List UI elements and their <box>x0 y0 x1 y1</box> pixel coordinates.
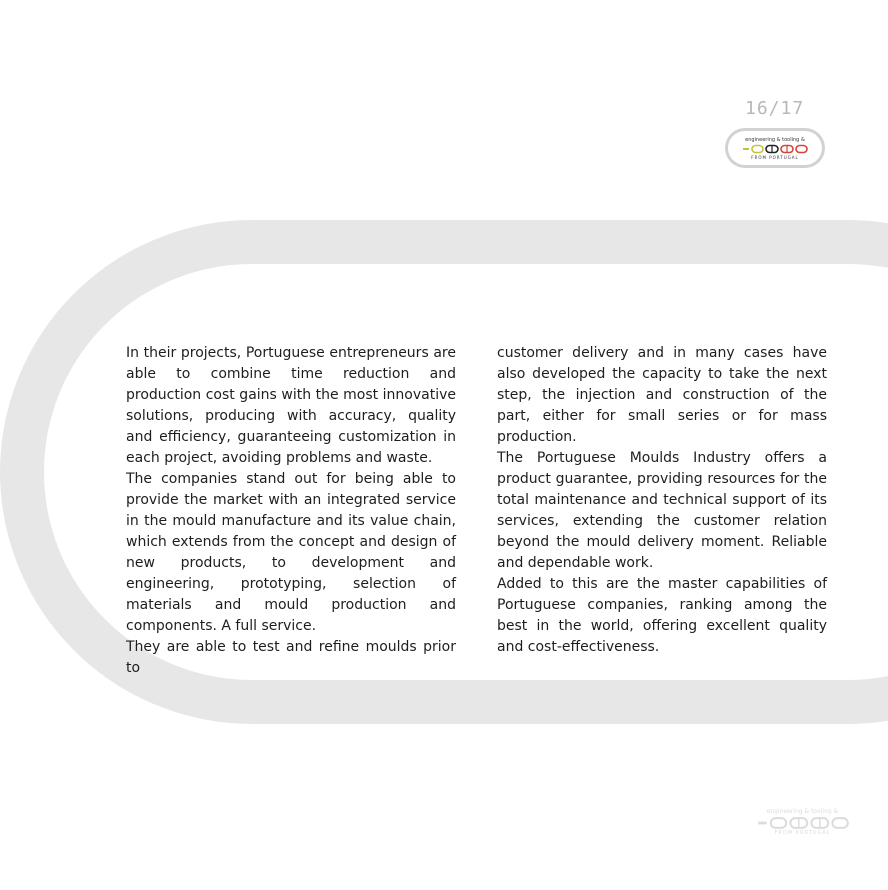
paragraph: They are able to test and refine moulds prior to <box>126 639 456 676</box>
page-number: 16/17 <box>745 98 805 119</box>
paragraph: The companies stand out for being able to provide the market with an integrated service in the mould manufacture and its value chain, which extends from the concept and design of new products, to development and engineering, prototyping, selection of materials and mould production and components. A full service. <box>126 471 456 634</box>
text-column-left <box>126 343 456 679</box>
watermark-subtitle: FROM PORTUGAL <box>774 830 831 836</box>
paragraph: In their projects, Portuguese entrepreneurs are able to combine time reduction and production cost gains with the most innovative solutions, producing with accuracy, quality and efficiency, guaranteeing customization in each project, avoiding problems and waste. <box>126 345 456 466</box>
paragraph: customer delivery and in many cases have also developed the capacity to take the next step, the injection and construction of the part, either for small series or for mass production. <box>497 345 827 445</box>
text-column-right <box>497 343 827 658</box>
paragraph: Added to this are the master capabilities of Portuguese companies, ranking among the best in the world, offering excellent quality and cost-effectiveness. <box>497 576 827 655</box>
moulds-wordmark-icon <box>742 144 808 154</box>
engineering-tooling-moulds-logo <box>725 128 825 168</box>
logo-badge <box>728 131 822 165</box>
watermark-tagline: engineering & tooling & <box>766 808 839 815</box>
watermark-logo <box>735 808 870 837</box>
paragraph: The Portuguese Moulds Industry offers a product guarantee, providing resources for the total maintenance and technical support of its services, extending the customer relation beyond the mould delivery moment. Reliable and dependable work. <box>497 450 827 571</box>
watermark-moulds-icon <box>743 816 863 830</box>
moulds-wordmark <box>742 144 808 154</box>
logo-tagline: engineering & tooling & <box>745 136 805 143</box>
logo-subtitle: FROM PORTUGAL <box>751 154 799 160</box>
